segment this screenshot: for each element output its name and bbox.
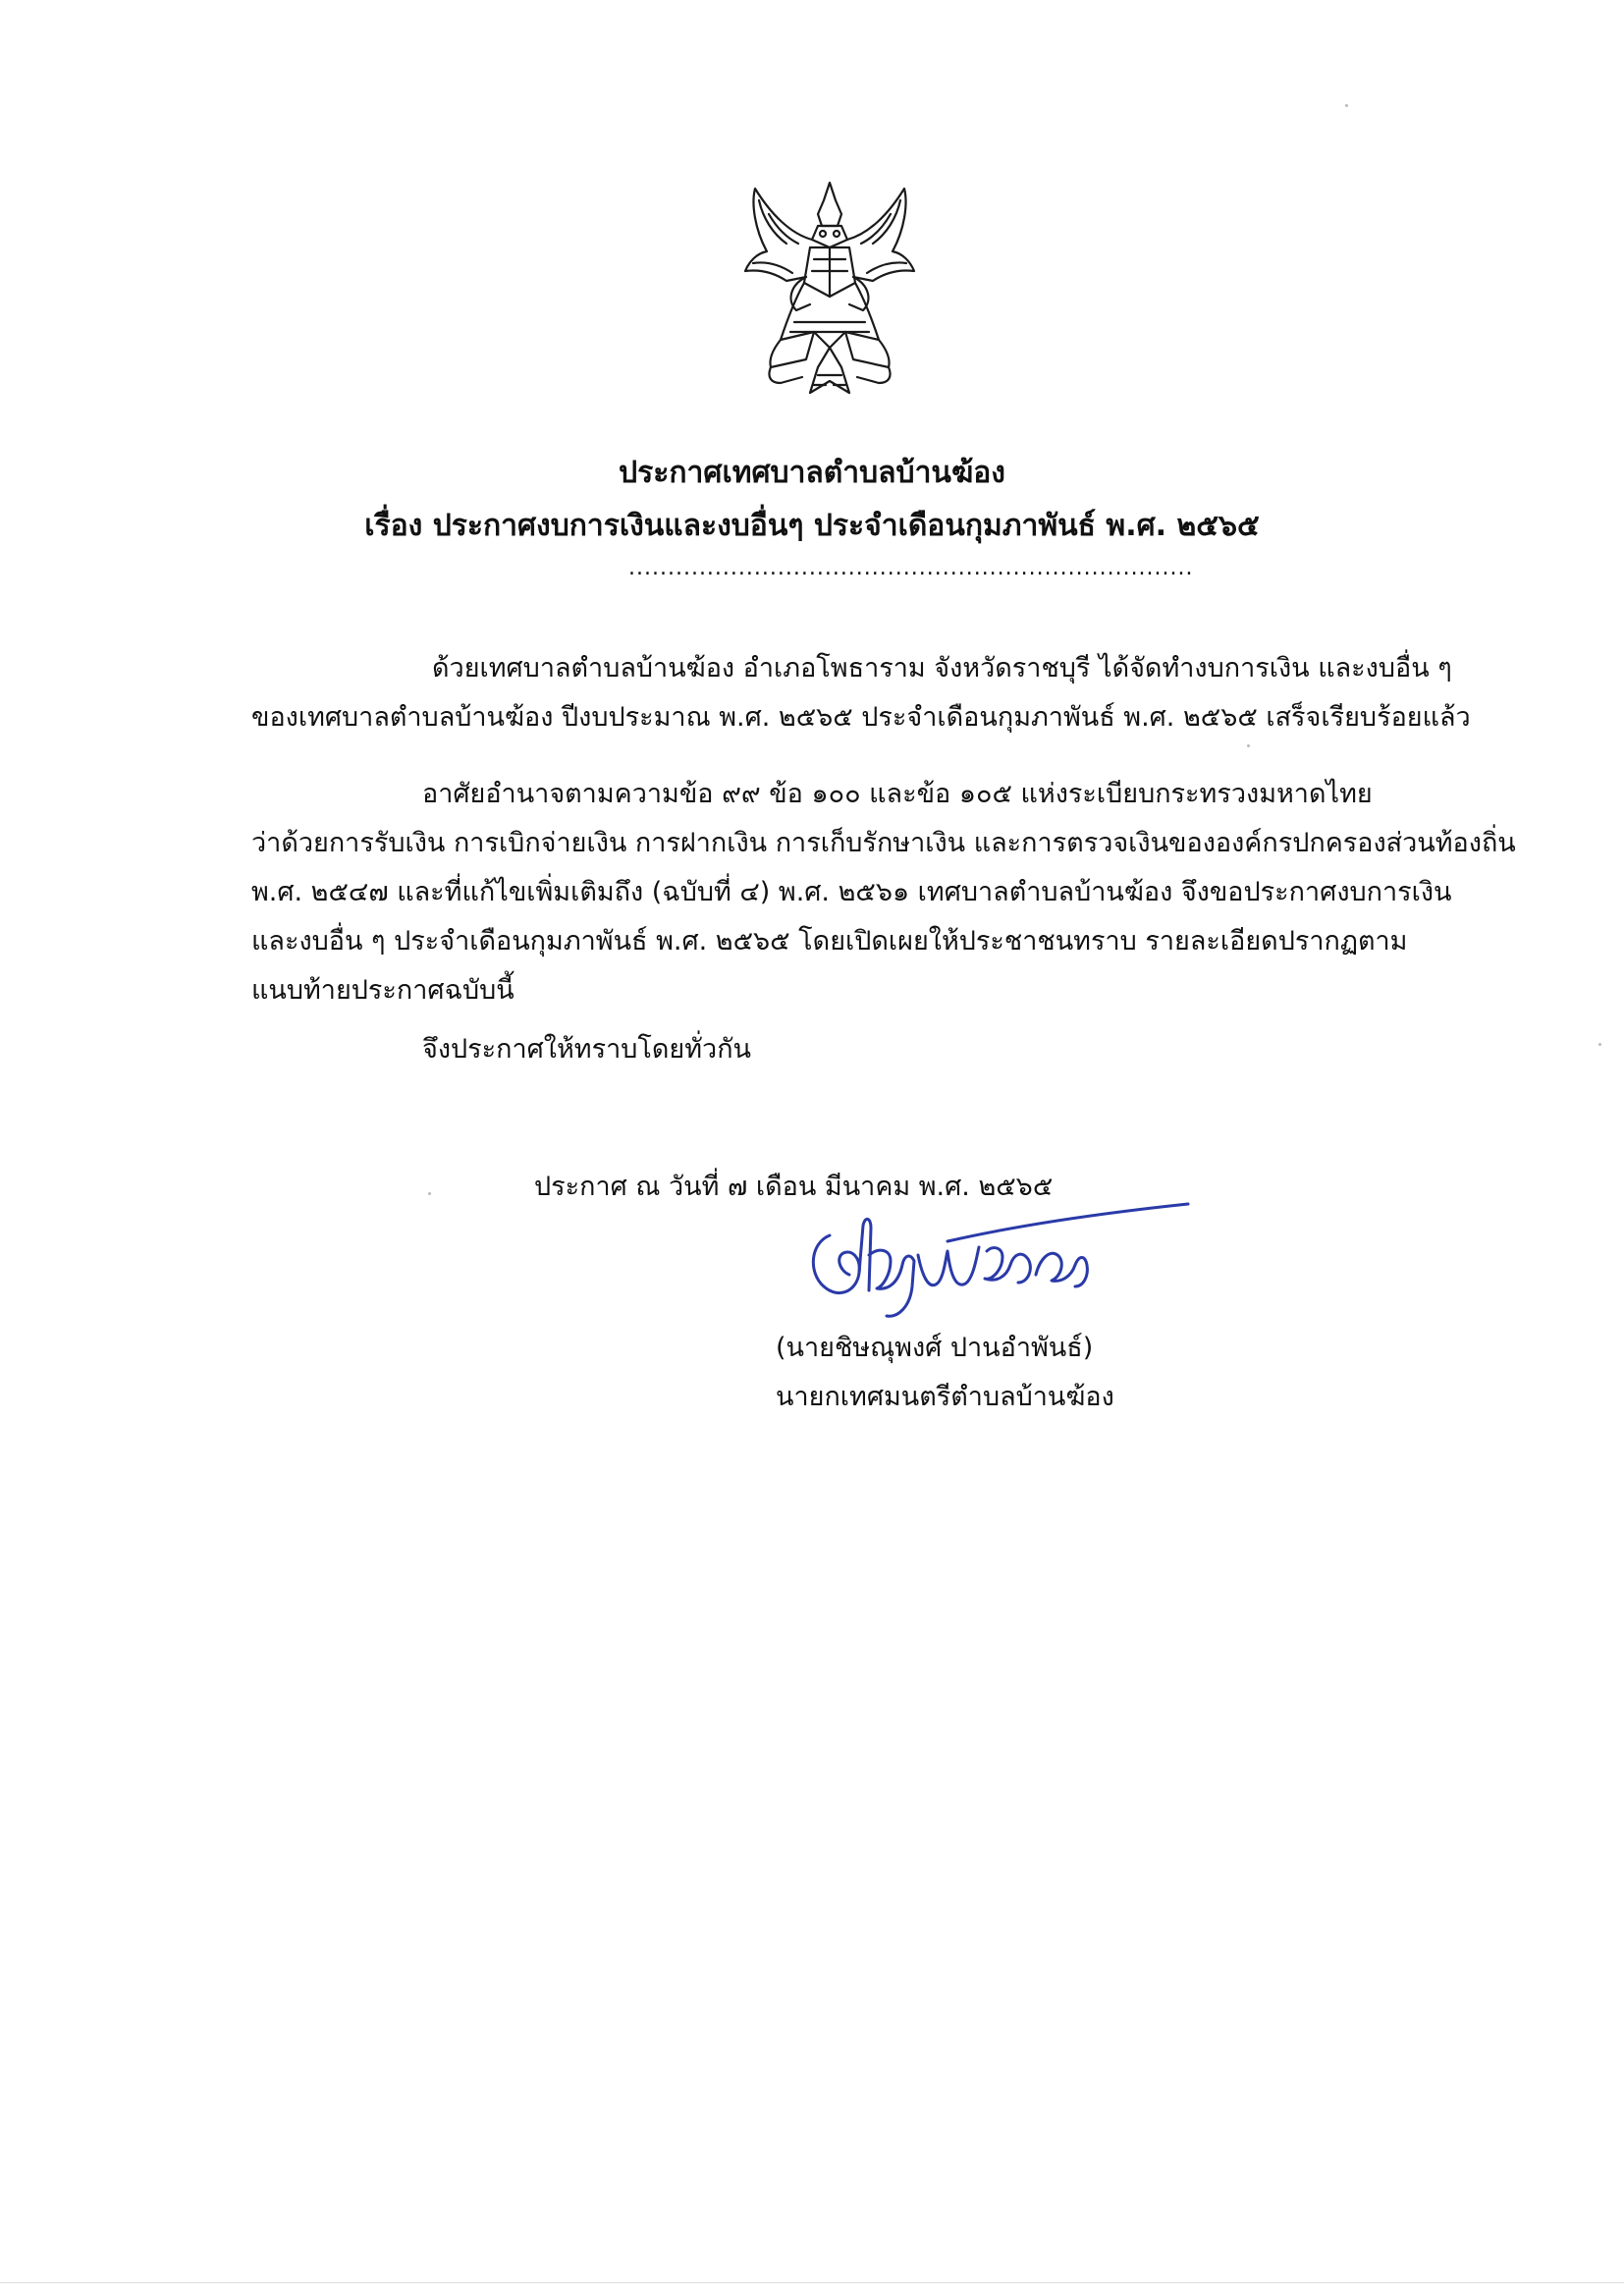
paragraph-2-line-3: พ.ศ. ๒๕๔๗ และที่แก้ไขเพิ่มเติมถึง (ฉบับที่ ๔) พ.ศ. ๒๕๖๑ เทศบาลตำบลบ้านฆ้อง จึงขอประกาศงบการเงิน — [251, 877, 1452, 907]
dotted-separator: ........................................................................ — [628, 556, 1194, 580]
garuda-emblem-icon — [712, 175, 947, 410]
paragraph-2-line-5: แนบท้ายประกาศฉบับนี้ — [251, 975, 514, 1006]
signatory-name: (นายชิษณุพงศ์ ปานอำพันธ์) — [776, 1333, 1094, 1363]
announcement-title: ประกาศเทศบาลตำบลบ้านฆ้อง — [619, 456, 1005, 490]
paragraph-2-line-4: และงบอื่น ๆ ประจำเดือนกุมภาพันธ์ พ.ศ. ๒๕๖๕ โดยเปิดเผยให้ประชาชนทราบ รายละเอียดปรากฏตาม — [251, 926, 1408, 957]
paragraph-1-line-1: ด้วยเทศบาลตำบลบ้านฆ้อง อำเภอโพธาราม จังหวัดราชบุรี ได้จัดทำงบการเงิน และงบอื่น ๆ — [432, 653, 1452, 683]
paragraph-2-line-2: ว่าด้วยการรับเงิน การเบิกจ่ายเงิน การฝากเงิน การเก็บรักษาเงิน และการตรวจเงินขององค์กรปกครองส่วนท้องถิ่น — [251, 828, 1516, 858]
scan-speck — [1345, 104, 1348, 107]
scan-speck — [428, 1192, 431, 1195]
paragraph-2-line-1: อาศัยอำนาจตามความข้อ ๙๙ ข้อ ๑๐๐ และข้อ ๑๐๕ แห่งระเบียบกระทรวงมหาดไทย — [422, 779, 1373, 809]
paragraph-3: จึงประกาศให้ทราบโดยทั่วกัน — [422, 1034, 751, 1065]
scan-speck — [1247, 744, 1250, 747]
signature-image — [800, 1196, 1193, 1324]
scan-edge-line — [0, 2282, 1624, 2283]
announcement-date-line: ประกาศ ณ วันที่ ๗ เดือน มีนาคม พ.ศ. ๒๕๖๕ — [534, 1172, 1054, 1202]
scan-speck — [1598, 1043, 1601, 1046]
announcement-subject: เรื่อง ประกาศงบการเงินและงบอื่นๆ ประจำเดือนกุมภาพันธ์ พ.ศ. ๒๕๖๕ — [364, 509, 1260, 543]
signatory-position: นายกเทศมนตรีตำบลบ้านฆ้อง — [776, 1382, 1114, 1412]
paragraph-1-line-2: ของเทศบาลตำบลบ้านฆ้อง ปีงบประมาณ พ.ศ. ๒๕๖๕ ประจำเดือนกุมภาพันธ์ พ.ศ. ๒๕๖๕ เสร็จเรียบร้อยแล้ว — [251, 702, 1471, 733]
